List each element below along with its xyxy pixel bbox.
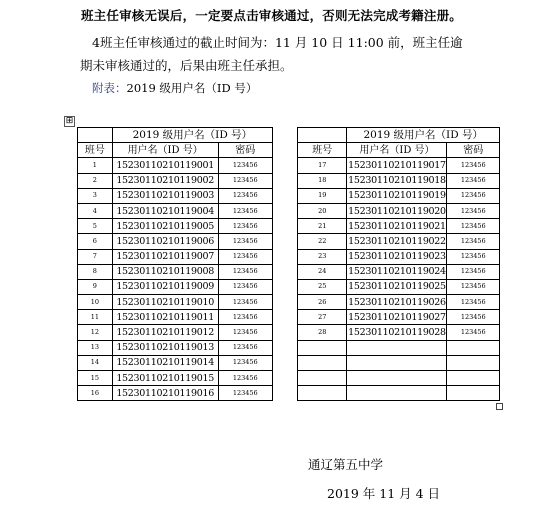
password-cell: 123456 — [218, 340, 272, 355]
header-seat: 班号 — [78, 143, 113, 158]
seat-number-cell: 25 — [298, 279, 347, 294]
table-row — [78, 325, 273, 340]
deadline-paragraph-line-2: 期未审核通过的，后果由班主任承担。 — [80, 58, 293, 73]
username-cell — [347, 386, 447, 401]
password-cell: 123456 — [218, 234, 272, 249]
table-row — [298, 371, 500, 386]
header-password: 密码 — [218, 143, 272, 158]
seat-number-cell: 6 — [78, 234, 113, 249]
username-cell: 15230110210119020 — [347, 203, 447, 218]
table-row — [298, 234, 500, 249]
seat-number-cell: 2 — [78, 173, 113, 188]
password-cell — [447, 340, 500, 355]
table-row — [78, 371, 273, 386]
username-cell: 15230110210119012 — [112, 325, 218, 340]
table-row — [78, 355, 273, 370]
appendix-label: 附表： — [92, 81, 127, 95]
username-cell: 15230110210119001 — [112, 158, 218, 173]
username-cell: 15230110210119027 — [347, 310, 447, 325]
password-cell: 123456 — [218, 386, 272, 401]
username-cell — [347, 355, 447, 370]
seat-number-cell: 11 — [78, 310, 113, 325]
table-row — [298, 355, 500, 370]
username-cell: 15230110210119008 — [112, 264, 218, 279]
password-cell: 123456 — [218, 158, 272, 173]
seat-number-cell: 24 — [298, 264, 347, 279]
table-move-handle-icon[interactable]: ⊞ — [65, 116, 74, 126]
password-cell: 123456 — [447, 264, 500, 279]
username-cell: 15230110210119017 — [347, 158, 447, 173]
username-cell: 15230110210119018 — [347, 173, 447, 188]
seat-number-cell: 21 — [298, 219, 347, 234]
table-caption: 2019 级用户名（ID 号） — [347, 128, 500, 143]
password-cell: 123456 — [447, 310, 500, 325]
username-cell: 15230110210119013 — [112, 340, 218, 355]
table-row — [78, 249, 273, 264]
seat-number-cell: 9 — [78, 279, 113, 294]
seat-number-cell: 15 — [78, 371, 113, 386]
seat-number-cell: 20 — [298, 203, 347, 218]
signature-date: 2019 年 11 月 4 日 — [327, 486, 441, 501]
seat-number-cell — [298, 371, 347, 386]
table-row — [298, 386, 500, 401]
user-table-right — [297, 127, 500, 401]
table-row — [78, 234, 273, 249]
table-header-row — [298, 143, 500, 158]
table-row — [298, 325, 500, 340]
table-row — [78, 295, 273, 310]
table-caption: 2019 级用户名（ID 号） — [112, 128, 272, 143]
seat-number-cell: 17 — [298, 158, 347, 173]
username-cell: 15230110210119010 — [112, 295, 218, 310]
table-row — [78, 279, 273, 294]
table-row — [78, 340, 273, 355]
username-cell: 15230110210119023 — [347, 249, 447, 264]
password-cell — [447, 371, 500, 386]
username-cell: 15230110210119016 — [112, 386, 218, 401]
table-header-row — [78, 143, 273, 158]
username-cell: 15230110210119021 — [347, 219, 447, 234]
header-seat: 班号 — [298, 143, 347, 158]
password-cell: 123456 — [447, 158, 500, 173]
username-cell — [347, 340, 447, 355]
seat-number-cell: 7 — [78, 249, 113, 264]
seat-number-cell: 1 — [78, 158, 113, 173]
seat-number-cell: 3 — [78, 188, 113, 203]
seat-number-cell: 8 — [78, 264, 113, 279]
username-cell: 15230110210119022 — [347, 234, 447, 249]
password-cell: 123456 — [218, 219, 272, 234]
username-cell: 15230110210119006 — [112, 234, 218, 249]
seat-number-cell: 22 — [298, 234, 347, 249]
password-cell: 123456 — [218, 249, 272, 264]
seat-number-cell — [298, 386, 347, 401]
seat-number-cell: 13 — [78, 340, 113, 355]
seat-number-cell: 23 — [298, 249, 347, 264]
password-cell: 123456 — [218, 203, 272, 218]
seat-number-cell: 4 — [78, 203, 113, 218]
table-row — [78, 310, 273, 325]
table-caption-row — [298, 128, 500, 143]
username-cell: 15230110210119002 — [112, 173, 218, 188]
username-cell: 15230110210119007 — [112, 249, 218, 264]
username-cell: 15230110210119019 — [347, 188, 447, 203]
password-cell — [447, 386, 500, 401]
table-row — [78, 386, 273, 401]
seat-number-cell: 12 — [78, 325, 113, 340]
appendix-caption — [92, 80, 257, 96]
table-row — [298, 219, 500, 234]
seat-number-cell: 18 — [298, 173, 347, 188]
header-password: 密码 — [447, 143, 500, 158]
password-cell: 123456 — [447, 203, 500, 218]
table-row — [298, 249, 500, 264]
table-row — [298, 310, 500, 325]
username-cell: 15230110210119009 — [112, 279, 218, 294]
username-cell: 15230110210119014 — [112, 355, 218, 370]
school-name: 通辽第五中学 — [308, 457, 384, 472]
table-row — [298, 279, 500, 294]
table-row — [298, 173, 500, 188]
table-row — [78, 219, 273, 234]
table-row — [298, 264, 500, 279]
password-cell: 123456 — [218, 295, 272, 310]
password-cell: 123456 — [218, 371, 272, 386]
notice-heading: 班主任审核无误后，一定要点击审核通过，否则无法完成考籍注册。 — [80, 8, 462, 23]
username-cell: 15230110210119026 — [347, 295, 447, 310]
username-cell: 15230110210119005 — [112, 219, 218, 234]
password-cell: 123456 — [218, 279, 272, 294]
table-row — [298, 203, 500, 218]
seat-number-cell: 27 — [298, 310, 347, 325]
seat-number-cell: 16 — [78, 386, 113, 401]
username-cell: 15230110210119004 — [112, 203, 218, 218]
password-cell: 123456 — [447, 234, 500, 249]
table-row — [298, 340, 500, 355]
header-username: 用户名（ID 号） — [347, 143, 447, 158]
seat-number-cell — [298, 355, 347, 370]
password-cell: 123456 — [447, 279, 500, 294]
password-cell: 123456 — [447, 173, 500, 188]
username-cell: 15230110210119003 — [112, 188, 218, 203]
table-row — [78, 173, 273, 188]
seat-number-cell: 28 — [298, 325, 347, 340]
table-row — [78, 203, 273, 218]
password-cell: 123456 — [447, 249, 500, 264]
password-cell: 123456 — [218, 264, 272, 279]
seat-number-cell: 26 — [298, 295, 347, 310]
password-cell: 123456 — [447, 188, 500, 203]
username-cell — [347, 371, 447, 386]
username-cell: 15230110210119015 — [112, 371, 218, 386]
password-cell: 123456 — [447, 219, 500, 234]
table-row — [78, 188, 273, 203]
appendix-title: 2019 级用户名（ID 号） — [126, 81, 258, 95]
table-row — [78, 264, 273, 279]
seat-number-cell: 19 — [298, 188, 347, 203]
seat-number-cell: 10 — [78, 295, 113, 310]
username-cell: 15230110210119024 — [347, 264, 447, 279]
password-cell: 123456 — [218, 325, 272, 340]
table-row — [298, 188, 500, 203]
password-cell: 123456 — [218, 188, 272, 203]
password-cell — [447, 355, 500, 370]
seat-number-cell: 14 — [78, 355, 113, 370]
header-username: 用户名（ID 号） — [112, 143, 218, 158]
username-cell: 15230110210119011 — [112, 310, 218, 325]
password-cell: 123456 — [447, 325, 500, 340]
table-resize-handle[interactable] — [496, 403, 503, 410]
table-row — [298, 158, 500, 173]
table-row — [298, 295, 500, 310]
password-cell: 123456 — [447, 295, 500, 310]
user-table-left — [77, 127, 273, 401]
table-caption-row — [78, 128, 273, 143]
password-cell: 123456 — [218, 173, 272, 188]
username-cell: 15230110210119028 — [347, 325, 447, 340]
table-row — [78, 158, 273, 173]
password-cell: 123456 — [218, 310, 272, 325]
seat-number-cell — [298, 340, 347, 355]
seat-number-cell: 5 — [78, 219, 113, 234]
username-cell: 15230110210119025 — [347, 279, 447, 294]
deadline-paragraph-line-1: 4班主任审核通过的截止时间为：11 月 10 日 11:00 前，班主任逾 — [92, 35, 463, 50]
password-cell: 123456 — [218, 355, 272, 370]
